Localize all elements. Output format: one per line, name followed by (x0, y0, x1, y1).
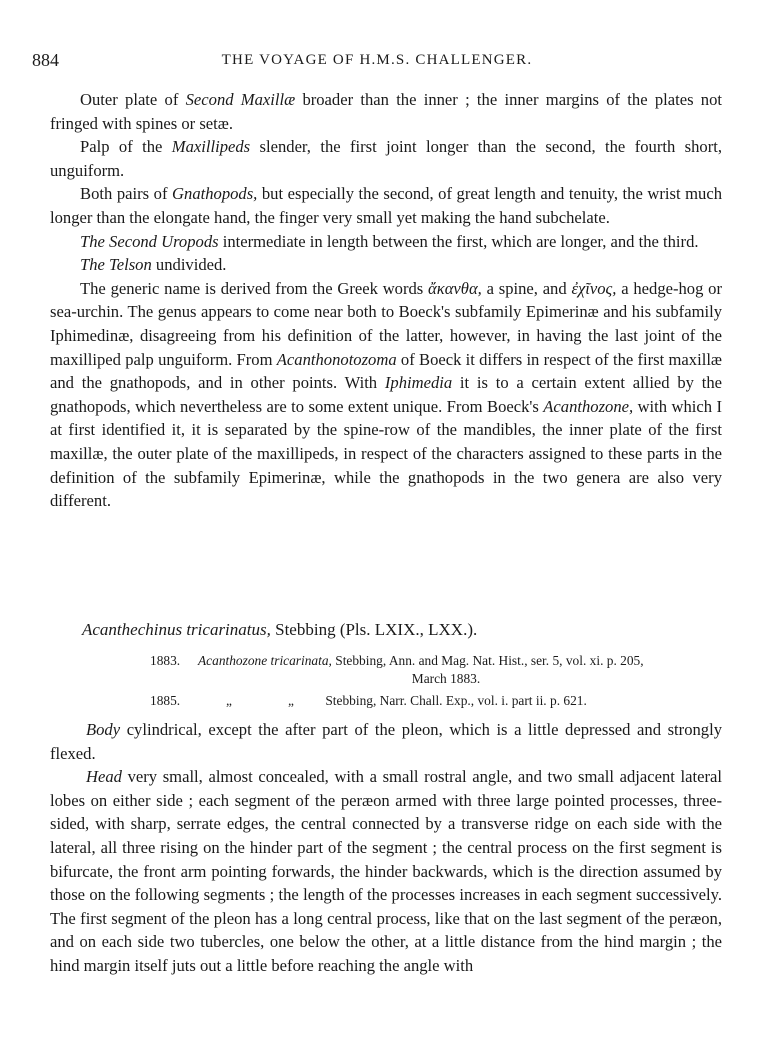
genus-acanthonotozoma: Acanthonotozoma (276, 349, 397, 369)
running-title: THE VOYAGE OF H.M.S. CHALLENGER. (221, 52, 533, 68)
paragraph-second-uropods: The Second Uropods intermediate in length between the first, which are longer, and the third. (80, 231, 699, 251)
description-section (50, 88, 722, 513)
species-section (50, 618, 722, 978)
species-heading (50, 618, 722, 642)
genus-iphimedia: Iphimedia (384, 373, 453, 393)
term-head: Head (86, 767, 122, 787)
species-authority: Stebbing (Pls. LXIX., LXX.). (270, 620, 478, 639)
synonymy-continuation: March 1883. (411, 671, 481, 686)
ditto-mark: „ (288, 693, 294, 708)
page-number: 884 (32, 50, 59, 70)
synonymy-entry: 1885. „ „ Stebbing, Narr. Chall. Exp., vol. i. part ii. p. 621. (150, 693, 587, 708)
term-gnathopods: Gnathopods, (172, 184, 258, 204)
page-header (32, 50, 722, 76)
term-telson: The Telson (80, 255, 152, 275)
ditto-mark: „ (226, 693, 232, 708)
paragraph-gnathopods: Both pairs of Gnathopods, but especially the second, of great length and tenuity, the wrist much longer than the elongate hand, the finger very small yet making the hand subchelate. (50, 184, 723, 227)
paragraph-telson: The Telson undivided. (80, 255, 227, 275)
synonymy-list (50, 652, 722, 710)
term-maxillipeds: Maxillipeds (171, 137, 251, 157)
genus-acanthozone: Acanthozone, (543, 396, 634, 416)
paragraph-second-maxillae: Outer plate of Second Maxillæ broader than the inner ; the inner margins of the plates not fringed with spines or setæ. (50, 90, 722, 133)
greek-akantha: ἄκανθα, (428, 278, 482, 298)
species-name: Acanthechinus tricarinatus, (82, 620, 271, 639)
greek-echinos: ἐχῖνος, (571, 278, 617, 298)
paragraph-maxillipeds: Palp of the Maxillipeds slender, the first joint longer than the second, the fourth short, unguiform. (50, 137, 722, 180)
paragraph-body: Body cylindrical, except the after part of the pleon, which is a little depressed and strongly flexed. (50, 720, 722, 763)
term-second-uropods: The Second Uropods (80, 231, 219, 251)
term-second-maxillae: Second Maxillæ (185, 90, 296, 109)
term-body: Body (86, 720, 121, 739)
synonymy-entry: 1883. Acanthozone tricarinata, Stebbing, Ann. and Mag. Nat. Hist., ser. 5, vol. xi. p. 205, (150, 653, 644, 668)
paragraph-generic-name: The generic name is derived from the Greek words ἄκανθα, a spine, and ἐχῖνος, a hedge-hog or sea-urchin. The genus appears to come near both to Boeck's subfamily Epimerinæ and his subfamily Iphimedinæ, disagreeing from his definition of the latter, however, in having the last joint of the maxilliped palp unguiform. From Acanthonotozoma of Boeck it differs in respect of the first maxillæ and the gnathopods, and in other points. With Iphimedia it is to a certain extent allied by the gnathopods, which nevertheless are to some extent unique. From Boeck's Acanthozone, with which I at first identified it, it is separated by the spine-row of the mandibles, the inner plate of the first maxillæ, the outer plate of the maxillipeds, in respect of the characters assigned to these parts in the definition of the subfamily Epimerinæ, while the gnathopods in the two genera are also very different. (50, 278, 723, 511)
paragraph-head: Head very small, almost concealed, with a small rostral angle, and two small adjacent lateral lobes on either side ; each segment of the peræon armed with three large pointed processes, three-sided, with sharp, serrate edges, the central connected by a transverse ridge on each side with the lateral, all three rising on the hinder part of the segment ; the central process on the first segment is bifurcate, the front arm pointing forwards, the hinder backwards, which is the direction assumed by those on the following segments ; the length of the processes increases in each segment successively. The first segment of the pleon has a long central process, like that on the last segment of the peræon, and on each side two tubercles, one below the other, at a little distance from the hind margin ; the hind margin itself juts out a little before reaching the angle with (50, 767, 722, 975)
